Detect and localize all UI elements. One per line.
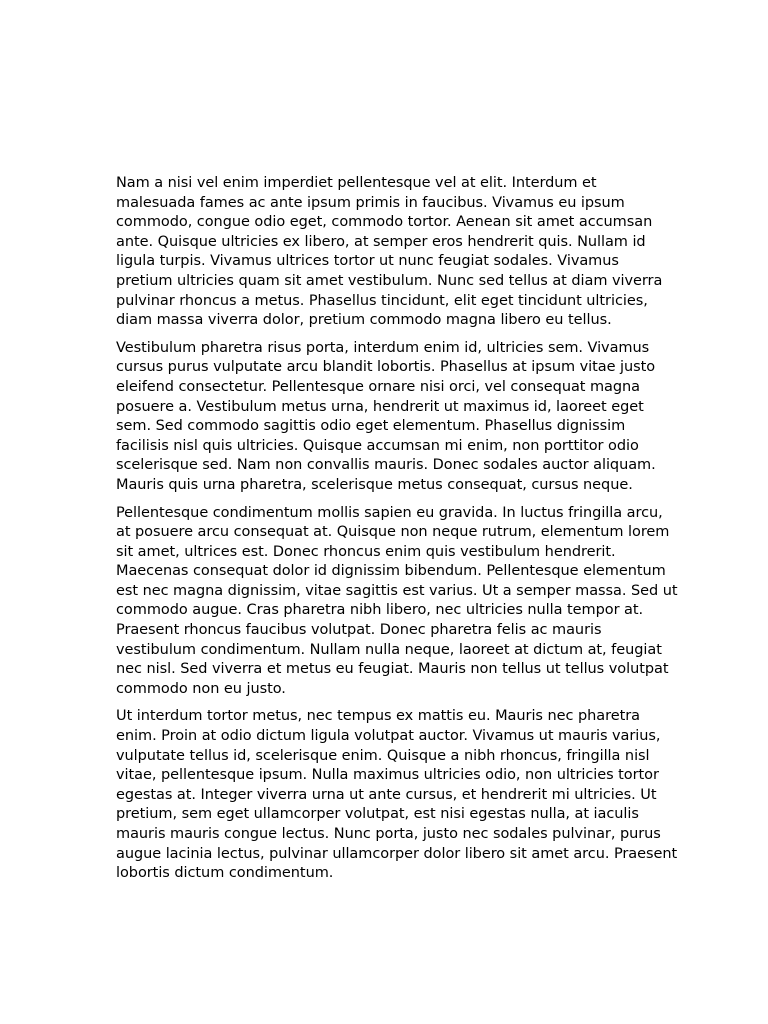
document-page	[116, 174, 678, 892]
paragraph-3: Pellentesque condimentum mollis sapien eu gravida. In luctus fringilla arcu, at posuere arcu consequat at. Quisque non neque rutrum, elementum lorem sit amet, ultrices est. Donec rhoncus enim quis vestibulum hendrerit. Maecenas consequat dolor id dignissim bibendum. Pellentesque elementum est nec magna dignissim, vitae sagittis est varius. Ut a semper massa. Sed ut commodo augue. Cras pharetra nibh libero, nec ultricies nulla tempor at. Praesent rhoncus faucibus volutpat. Donec pharetra felis ac mauris vestibulum condimentum. Nullam nulla neque, laoreet at dictum at, feugiat nec nisl. Sed viverra et metus eu feugiat. Mauris non tellus ut tellus volutpat commodo non eu justo.	[116, 504, 678, 697]
paragraph-1: Nam a nisi vel enim imperdiet pellentesque vel at elit. Interdum et malesuada fames ac ante ipsum primis in faucibus. Vivamus eu ipsum commodo, congue odio eget, commodo tortor. Aenean sit amet accumsan ante. Quisque ultricies ex libero, at semper eros hendrerit quis. Nullam id ligula turpis. Vivamus ultrices tortor ut nunc feugiat sodales. Vivamus pretium ultricies quam sit amet vestibulum. Nunc sed tellus at diam viverra pulvinar rhoncus a metus. Phasellus tincidunt, elit eget tincidunt ultricies, diam massa viverra dolor, pretium commodo magna libero eu tellus.	[116, 175, 663, 329]
paragraph-2: Vestibulum pharetra risus porta, interdum enim id, ultricies sem. Vivamus cursus purus vulputate arcu blandit lobortis. Phasellus at ipsum vitae justo eleifend consectetur. Pellentesque ornare nisi orci, vel consequat magna posuere a. Vestibulum metus urna, hendrerit ut maximus id, laoreet eget sem. Sed commodo sagittis odio eget elementum. Phasellus dignissim facilisis nisl quis ultricies. Quisque accumsan mi enim, non porttitor odio scelerisque sed. Nam non convallis mauris. Donec sodales auctor aliquam. Mauris quis urna pharetra, scelerisque metus consequat, cursus neque.	[116, 339, 656, 493]
paragraph-4: Ut interdum tortor metus, nec tempus ex mattis eu. Mauris nec pharetra enim. Proin at odio dictum ligula volutpat auctor. Vivamus ut mauris varius, vulputate tellus id, scelerisque enim. Quisque a nibh rhoncus, fringilla nisl vitae, pellentesque ipsum. Nulla maximus ultricies odio, non ultricies tortor egestas at. Integer viverra urna ut ante cursus, et hendrerit mi ultricies. Ut pretium, sem eget ullamcorper volutpat, est nisi egestas nulla, at iaculis mauris mauris congue lectus. Nunc porta, justo nec sodales pulvinar, purus augue lacinia lectus, pulvinar ullamcorper dolor libero sit amet arcu. Praesent lobortis dictum condimentum.	[116, 708, 678, 882]
